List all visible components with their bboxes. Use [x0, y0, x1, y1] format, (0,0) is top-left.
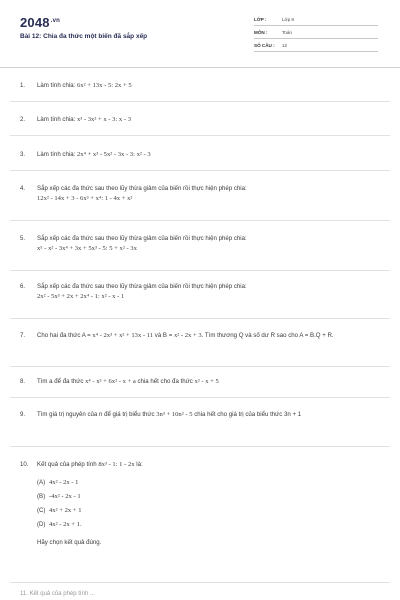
question-1 [20, 81, 382, 91]
question-math: 2x² - 5x³ + 2x + 2x⁴ - 1: x² - x - 1 [37, 293, 125, 300]
next-question-partial: 11. Kết quả của phép tính ... [20, 591, 95, 597]
question-text: Tìm a để đa thức [37, 378, 86, 385]
question-divider [10, 101, 390, 102]
meta-label: SỐ CÂU : [254, 43, 275, 48]
option-label: (C) [37, 507, 46, 514]
option-a[interactable] [37, 476, 382, 490]
header-divider [0, 67, 400, 68]
option-math: 4x² - 2x - 1 [49, 479, 79, 486]
page-header [0, 0, 400, 68]
question-number: 4. [20, 185, 26, 192]
question-text: Làm tính chia: [37, 82, 77, 89]
question-7 [20, 331, 382, 341]
question-divider [10, 318, 390, 319]
question-text: Tìm giá trị nguyên của n để giá trị biểu thức [37, 411, 157, 418]
question-math: 6x² + 13x - 5: 2x + 5 [76, 82, 132, 89]
question-math: x⁵ - x² - 3x⁴ + 3x + 5x³ - 5: 5 + x² - 3x [37, 245, 137, 252]
question-6 [20, 282, 382, 302]
question-text: Làm tính chia: [37, 151, 77, 158]
question-text: chia hết cho đa thức [135, 378, 195, 385]
question-math: x² - x + 5 [194, 378, 219, 385]
document-title: Bài 12: Chia đa thức một biến đã sắp xếp [20, 33, 148, 40]
question-number: 1. [20, 82, 26, 89]
question-number: 2. [20, 116, 26, 123]
option-math: 4x² - 2x + 1. [49, 521, 82, 528]
brand-logo[interactable] [20, 15, 60, 30]
question-text: Sắp xếp các đa thức sau theo lũy thừa giảm của biến rồi thực hiện phép chia: [37, 185, 247, 192]
meta-value: Lớp 8 [282, 17, 294, 22]
meta-label: MÔN : [254, 30, 268, 35]
question-math: x³ - 3x² + x - 3: x - 3 [76, 116, 131, 123]
instruction-text: Hãy chọn kết quả đúng. [37, 539, 102, 546]
question-text: . Tìm thương Q và số dư R sao cho A = B.Q + R. [201, 332, 334, 339]
question-text: chia hết cho giá trị của biểu thức 3n + 1 [192, 411, 302, 418]
option-d[interactable] [37, 518, 382, 532]
question-8 [20, 377, 382, 387]
question-text: là: [134, 461, 143, 468]
meta-value: Toán [282, 30, 292, 35]
question-math: 2x⁴ + x³ - 5x² - 3x - 3: x² - 3 [76, 151, 151, 158]
question-divider [10, 582, 390, 583]
question-4 [20, 184, 382, 204]
question-10 [20, 460, 382, 548]
question-math: x⁴ - 2x³ + x² + 13x - 11 [92, 332, 154, 339]
meta-row-count [254, 41, 378, 52]
question-math: x⁴ - x³ + 6x² - x + a [85, 378, 136, 385]
question-text: và B = [153, 332, 174, 339]
question-text: Cho hai đa thức A = [37, 332, 93, 339]
question-3 [20, 150, 382, 160]
brand-text: 2048 [20, 15, 50, 30]
question-divider [10, 270, 390, 271]
question-number: 8. [20, 378, 26, 385]
question-divider [10, 170, 390, 171]
option-label: (D) [37, 521, 46, 528]
question-number: 10. [20, 461, 29, 468]
meta-row-class [254, 15, 378, 26]
question-text: Kết quả của phép tính [37, 461, 99, 468]
option-label: (B) [37, 493, 46, 500]
question-divider [10, 135, 390, 136]
question-number: 6. [20, 283, 26, 290]
meta-value: 12 [282, 43, 288, 48]
question-divider [10, 220, 390, 221]
question-number: 9. [20, 411, 26, 418]
question-math: 12x² - 14x + 3 - 6x³ + x⁴: 1 - 4x + x² [37, 195, 133, 202]
question-math: x² - 2x + 3 [173, 332, 202, 339]
brand-suffix: .vn [50, 17, 61, 24]
question-math: 8x³ - 1: 1 - 2x [98, 461, 135, 468]
question-9 [20, 410, 382, 420]
option-math: -4x² - 2x - 1 [49, 493, 81, 500]
option-label: (A) [37, 479, 46, 486]
question-divider [10, 366, 390, 367]
question-number: 5. [20, 235, 26, 242]
option-c[interactable] [37, 504, 382, 518]
meta-row-subject [254, 28, 378, 39]
question-text: Sắp xếp các đa thức sau theo lũy thừa giảm của biến rồi thực hiện phép chia: [37, 283, 247, 290]
question-math: 3n³ + 10n² - 5 [156, 411, 193, 418]
option-math: 4x² + 2x + 1 [49, 507, 82, 514]
question-text: Sắp xếp các đa thức sau theo lũy thừa giảm của biến rồi thực hiện phép chia: [37, 235, 247, 242]
question-2 [20, 115, 382, 125]
meta-label: LỚP : [254, 17, 267, 22]
question-number: 3. [20, 151, 26, 158]
question-text: Làm tính chia: [37, 116, 77, 123]
option-b[interactable] [37, 490, 382, 504]
question-divider [10, 446, 390, 447]
question-5 [20, 234, 382, 254]
question-divider [10, 397, 390, 398]
question-number: 7. [20, 332, 26, 339]
